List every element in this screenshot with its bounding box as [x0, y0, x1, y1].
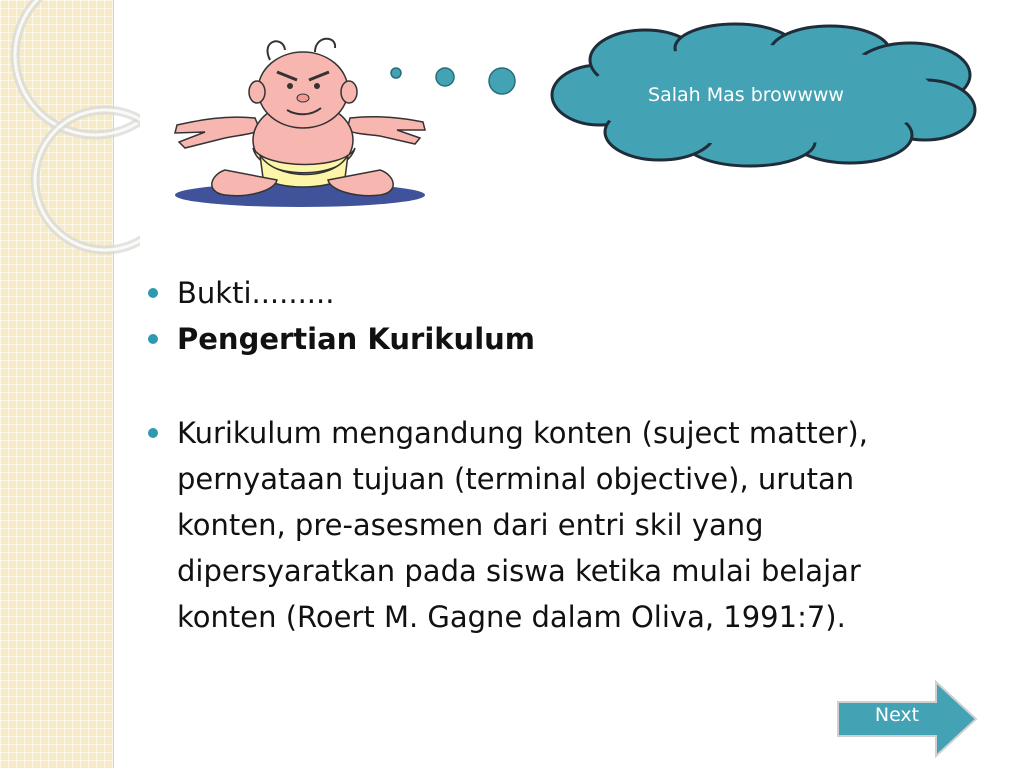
bullet-text: Bukti......... — [177, 276, 335, 310]
bullet-text: Kurikulum mengandung konten (suject matter), pernyataan tujuan (terminal objective), urutan konten, pre-asesmen dari entri skil yang dipersyaratkan pada siswa ketika mulai belajar konten (Roert M. Gagne dalam Oliva, 1991:7). — [177, 416, 868, 634]
bullet-item-definition — [143, 410, 963, 640]
bullet-item-bukti — [143, 270, 963, 316]
next-button-label: Next — [874, 704, 920, 726]
bullet-dot-icon — [148, 288, 158, 298]
thought-cloud-text: Salah Mas browwww — [648, 84, 844, 106]
content-bullet-list — [143, 270, 963, 640]
bullet-dot-icon — [148, 428, 158, 438]
decorative-rings — [0, 0, 140, 260]
bullet-dot-icon — [148, 334, 158, 344]
next-button[interactable] — [836, 680, 978, 758]
bullet-item-heading — [143, 316, 963, 362]
thought-bubbles — [380, 55, 525, 105]
bullet-text: Pengertian Kurikulum — [177, 322, 535, 356]
